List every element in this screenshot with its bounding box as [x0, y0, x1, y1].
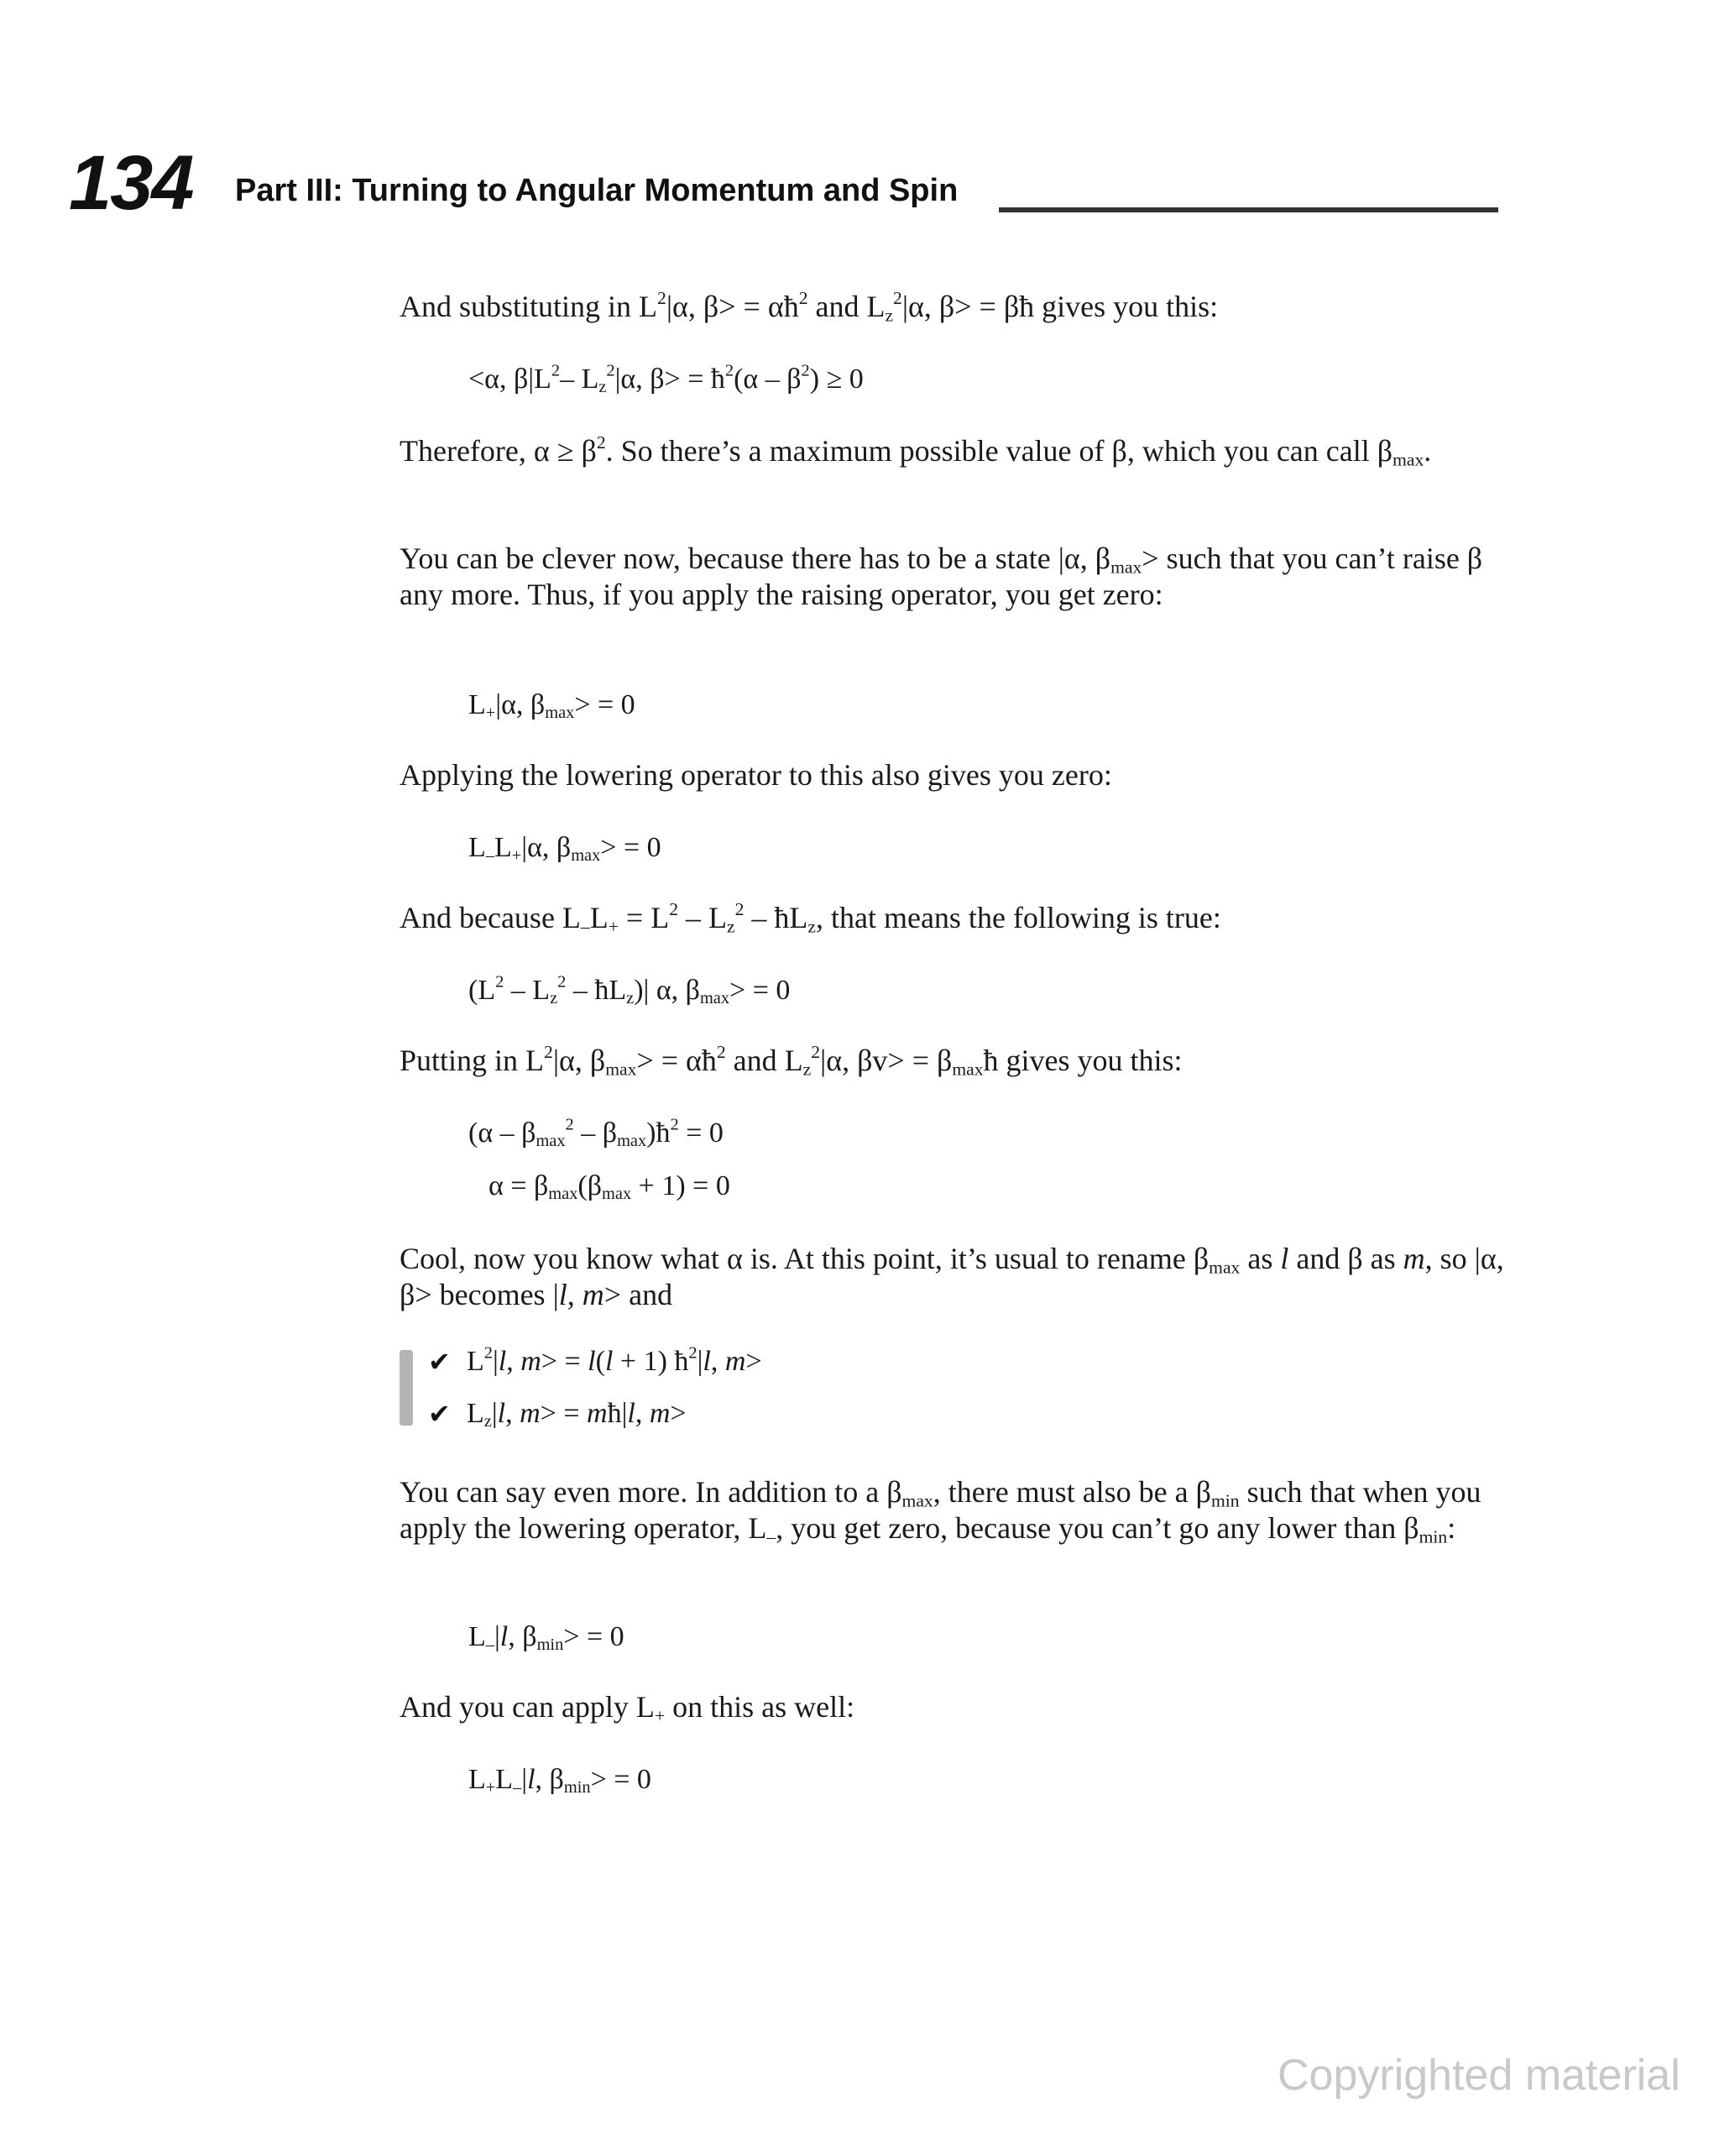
running-head: Part III: Turning to Angular Momentum and Spin [235, 173, 959, 208]
paragraph-apply-raising: And you can apply $L_+$ on this as well: [400, 1690, 855, 1726]
paragraph-because: And because $L_-L_+ = L^2 - L_z^2$ – $ħL_z$, that means the following is true: [400, 898, 1221, 937]
watermark: Copyrighted material [1277, 2051, 1680, 2100]
equation-expectation: <α, $\beta|L^2-$ $L_z^2|\alpha$, $\beta> = ħ^2(\alpha - \beta^2) \ge 0$ [468, 361, 864, 397]
equation-lowering-min: $L_-|l$, $\beta_{min}> = 0$ [468, 1621, 624, 1655]
equation-operator-identity: ($L^2 - L_z^2$ – $ħL_z)|$ α, $\beta_{max}> = 0$ [468, 972, 791, 1008]
equation-alpha-value: $\alpha = \beta_{max}(\beta_{max} + 1) = 0$ [489, 1170, 730, 1204]
equation-raise-lower-min: $L_+L_-|l$, $\beta_{min}> = 0$ [468, 1764, 651, 1798]
paragraph-rename: Cool, now you know what α is. At this point, it’s usual to rename $\beta_{max}$ as l and β as m, so |α, β> becomes |l, m> and [400, 1242, 1504, 1311]
paragraph-beta-min: You can say even more. In addition to a $\beta_{max}$, there must also be a $\beta_{min}$ such that when you apply the lowering operator, $L_-$, you get zero, because you can’t go any lower than $\beta_{min}$: [400, 1475, 1481, 1547]
equation-alpha-condition: ($\alpha - \beta_{max}^2$ – $\beta_{max})ħ^2 = 0$ [468, 1115, 724, 1151]
paragraph-putting-in: Putting in $L^2|\alpha$, $\beta_{max}>$ = $\alpha ħ^2$ and $L_z^2|\alpha$, $\beta v> = \beta_{max}ħ$ gives you this: [400, 1041, 1183, 1080]
check-icon: ✔ [428, 1346, 451, 1378]
check-icon: ✔ [428, 1398, 451, 1430]
bullet-item: $L^2|l$, m> = l(l + 1) $ħ^2|l$, m> [467, 1343, 762, 1377]
page-number: 134 [69, 140, 193, 226]
equation-lower-raise: $L_-L_+|\alpha$, $\beta_{max}> = 0$ [468, 832, 661, 866]
paragraph-lowering: Applying the lowering operator to this also gives you zero: [400, 758, 1112, 792]
paragraph-substituting: And substituting in $L^2|\alpha$, $\beta> = \alpha ħ^2$ and $L_z^2|\alpha$, β> = βħ gives you this: [400, 287, 1219, 326]
bullet-item: $L_z|l$, m> = mħ|l, m> [467, 1398, 687, 1431]
paragraph-clever: You can be clever now, because there has to be a state |α, $\beta_{max}>$ such that you can’t raise β any more. Thus, if you apply the raising operator, you get zero: [400, 542, 1483, 611]
header-rule [999, 207, 1498, 212]
paragraph-therefore: Therefore, $\alpha \ge \beta^2$. So there’s a maximum possible value of β, which you can call $\beta_{max}$. [400, 432, 1432, 470]
bullet-bar [400, 1350, 413, 1426]
equation-raising: $L_+|\alpha$, $\beta_{max}> = 0$ [468, 689, 635, 723]
